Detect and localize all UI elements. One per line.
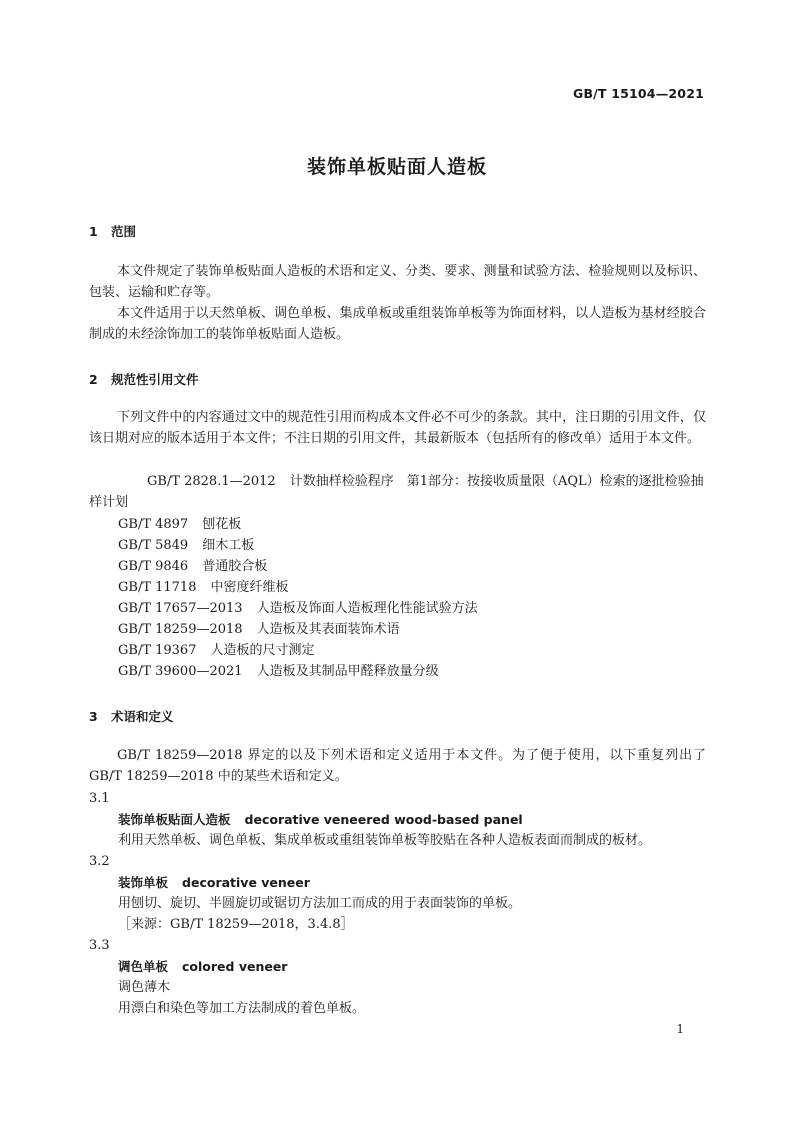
term-number: 3.2 — [89, 854, 110, 869]
term-english: decorative veneer — [182, 875, 310, 890]
section-heading-terms-and-definitions — [89, 707, 174, 725]
term-heading — [118, 956, 287, 977]
reference-title: 细木工板 — [202, 538, 255, 553]
reference-item — [118, 619, 400, 640]
section-heading-normative-references — [89, 370, 199, 388]
term-definition: 利用天然单板、调色单板、集成单板或重组装饰单板等胶贴在各种人造板表面而制成的板材。 — [118, 833, 652, 848]
term-heading — [118, 872, 310, 893]
term-admitted-term: 调色薄木 — [118, 980, 171, 995]
section-number: 1 — [89, 224, 98, 239]
reference-item — [118, 577, 289, 598]
scope-paragraph-1: 本文件规定了装饰单板贴面人造板的术语和定义、分类、要求、测量和试验方法、检验规则以及标识、包装、运输和贮存等。 — [89, 264, 706, 300]
reference-title: 人造板及其表面装饰术语 — [256, 622, 400, 637]
reference-item — [89, 471, 706, 513]
section-title: 规范性引用文件 — [111, 372, 199, 387]
term-chinese: 装饰单板贴面人造板 — [118, 812, 231, 827]
term-definition: 用刨切、旋切、半圆旋切或锯切方法加工而成的用于表面装饰的单板。 — [118, 896, 522, 911]
term-english: colored veneer — [182, 959, 288, 974]
term-chinese: 装饰单板 — [118, 875, 169, 890]
term-chinese: 调色单板 — [118, 959, 169, 974]
term-english: decorative veneered wood-based panel — [244, 812, 523, 827]
reference-title: 刨花板 — [202, 517, 242, 532]
reference-item — [118, 514, 241, 535]
reference-code: GB/T 39600—2021 — [118, 664, 243, 679]
reference-code: GB/T 19367 — [118, 643, 197, 658]
reference-title: 普通胶合板 — [202, 559, 268, 574]
reference-title: 人造板及其制品甲醛释放量分级 — [256, 664, 439, 679]
standard-number: GB/T 15104—2021 — [572, 86, 704, 101]
term-number: 3.3 — [89, 938, 110, 953]
section-number: 3 — [89, 709, 98, 724]
reference-code: GB/T 2828.1—2012 — [147, 474, 276, 489]
section-title: 术语和定义 — [111, 709, 174, 724]
reference-code: GB/T 5849 — [118, 538, 189, 553]
document-title: 装饰单板贴面人造板 — [306, 156, 487, 178]
reference-item — [118, 556, 267, 577]
reference-code: GB/T 11718 — [118, 580, 197, 595]
reference-code: GB/T 4897 — [118, 517, 189, 532]
section-title: 范围 — [111, 224, 137, 239]
section-number: 2 — [89, 372, 98, 387]
reference-code: GB/T 9846 — [118, 559, 189, 574]
term-source: ［来源：GB/T 18259—2018，3.4.8］ — [118, 917, 354, 932]
reference-item — [118, 640, 315, 661]
terms-intro-paragraph: GB/T 18259—2018 界定的以及下列术语和定义适用于本文件。为了便于使用，以下重复列出了GB/T 18259—2018 中的某些术语和定义。 — [89, 748, 706, 784]
page-number: 1 — [676, 1022, 684, 1036]
scope-paragraph-2: 本文件适用于以天然单板、调色单板、集成单板或重组装饰单板等为饰面材料，以人造板为基材经胶合制成的未经涂饰加工的装饰单板贴面人造板。 — [89, 306, 706, 342]
reference-title: 人造板及饰面人造板理化性能试验方法 — [256, 601, 478, 616]
term-number: 3.1 — [89, 791, 110, 806]
reference-code: GB/T 17657—2013 — [118, 601, 243, 616]
term-heading — [118, 809, 523, 830]
term-definition: 用漂白和染色等加工方法制成的着色单板。 — [118, 1001, 366, 1016]
reference-item — [118, 598, 478, 619]
section-heading-scope — [89, 222, 136, 240]
references-intro-paragraph — [89, 407, 706, 449]
reference-title: 中密度纤维板 — [210, 580, 289, 595]
reference-item — [118, 535, 254, 556]
reference-item — [118, 661, 439, 682]
reference-title: 计数抽样检验程序 第1部分：按接收质量限（AQL）检索的逐批检验抽样计划 — [89, 474, 704, 510]
reference-code: GB/T 18259—2018 — [118, 622, 243, 637]
references-intro-text: 下列文件中的内容通过文中的规范性引用而构成本文件必不可少的条款。其中，注日期的引用文件，仅该日期对应的版本适用于本文件；不注日期的引用文件，其最新版本（包括所有的修改单）适用于本文件。 — [89, 410, 706, 446]
reference-title: 人造板的尺寸测定 — [210, 643, 315, 658]
